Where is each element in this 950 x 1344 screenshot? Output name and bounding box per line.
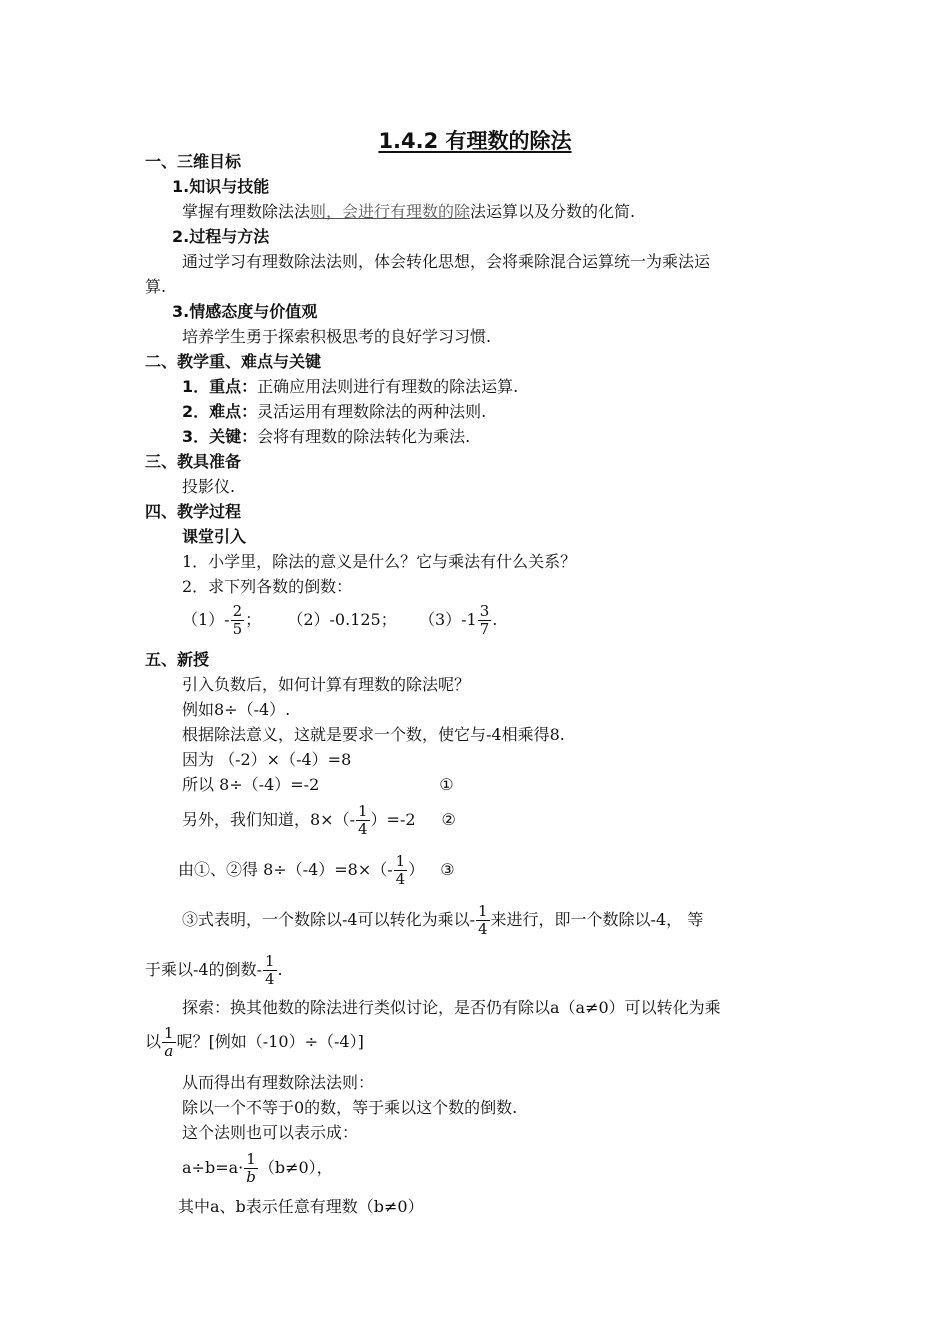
- difficulty-item: [182, 402, 486, 422]
- fraction: [244, 1151, 258, 1186]
- new-line-7: [178, 850, 455, 890]
- knowledge-skills-text: [182, 202, 635, 222]
- intro-question-2: 2．求下列各数的倒数：: [182, 577, 353, 596]
- new-line-3: 根据除法意义，这就是要求一个数，使它与-4相乘得8.: [182, 725, 565, 744]
- fraction: [476, 903, 490, 938]
- class-intro-heading: 课堂引入: [182, 527, 247, 546]
- equation-mark-2: ②: [441, 810, 456, 829]
- formula-suffix: （b≠0），: [258, 1158, 333, 1177]
- line-11-suffix: 呢？[例如（-10）÷（-4）]: [176, 1032, 364, 1051]
- page-title: 1.4.2 有理数的除法: [378, 129, 572, 153]
- denominator: 4: [265, 970, 275, 988]
- line-7-prefix: 由①、②得 8÷（-4）=8×（-: [178, 860, 393, 879]
- emotion-values-heading: 3.情感态度与价值观: [172, 302, 318, 321]
- section-4-heading: 四、教学过程: [145, 502, 242, 521]
- line-11-prefix: 以: [145, 1032, 162, 1051]
- key-label: 3．关键：: [182, 427, 258, 446]
- fraction: [478, 603, 492, 638]
- section-3-heading: 三、教具准备: [145, 452, 242, 471]
- equipment-text: 投影仪.: [182, 477, 236, 496]
- denominator: b: [246, 1168, 256, 1186]
- new-line-16: 其中a、b表示任意有理数（b≠0）: [178, 1197, 424, 1216]
- new-line-14: 这个法则也可以表示成：: [182, 1123, 359, 1142]
- denominator: 5: [232, 620, 243, 638]
- numerator: 1: [164, 1024, 174, 1042]
- process-method-text-line1: 通过学习有理数除法法则，体会转化思想，会将乘除混合运算统一为乘法运: [182, 252, 711, 271]
- exercise-3-prefix: （3）-1: [418, 610, 477, 629]
- fraction: [394, 853, 408, 888]
- new-line-6: [182, 800, 456, 840]
- denominator: 4: [358, 820, 368, 838]
- fraction: [162, 1025, 176, 1060]
- new-line-1: 引入负数后，如何计算有理数的除法呢？: [182, 675, 471, 694]
- exercise-1-prefix: （1）-: [182, 610, 230, 629]
- line-8-suffix: 来进行，即一个数除以-4， 等: [490, 910, 704, 929]
- line-9-prefix: 于乘以-4的倒数-: [145, 960, 262, 979]
- emotion-values-text: 培养学生勇于探索积极思考的良好学习习惯.: [182, 327, 492, 346]
- formula-prefix: a÷b=a·: [182, 1158, 244, 1177]
- denominator: 4: [478, 920, 488, 938]
- new-line-10: 探索：换其他数的除法进行类似讨论，是否仍有除以a（a≠0）可以转化为乘: [182, 998, 721, 1017]
- key-text: 会将有理数的除法转化为乘法.: [257, 427, 471, 446]
- line-6-suffix: ）=-2: [370, 810, 416, 829]
- process-method-text-line2: 算.: [145, 277, 167, 296]
- new-line-8: [182, 900, 703, 940]
- denominator: 4: [395, 870, 406, 888]
- new-line-4: 因为 （-2）×（-4）=8: [182, 750, 352, 769]
- fraction: [263, 953, 277, 988]
- process-method-heading: 2.过程与方法: [172, 227, 270, 246]
- new-line-5: [182, 775, 454, 795]
- numerator: 1: [246, 1150, 256, 1168]
- new-line-12: 从而得出有理数除法法则：: [182, 1073, 375, 1092]
- numerator: 1: [358, 802, 368, 820]
- exercise-2: （2）-0.125；: [287, 610, 397, 629]
- section-2-heading: 二、教学重、难点与关键: [145, 352, 322, 371]
- numerator: 3: [479, 602, 490, 620]
- difficulty-label: 2．难点：: [182, 402, 258, 421]
- new-line-9: [145, 950, 283, 990]
- line-8-prefix: ③式表明，一个数除以-4可以转化为乘以-: [182, 910, 475, 929]
- equation-mark-3: ③: [440, 860, 455, 879]
- division-rule: 除以一个不等于0的数，等于乘以这个数的倒数.: [182, 1098, 518, 1117]
- key-item: [182, 427, 470, 447]
- key-point-item: [182, 377, 518, 397]
- intro-question-1: 1．小学里，除法的意义是什么？它与乘法有什么关系？: [182, 552, 577, 571]
- exercise-1: [182, 602, 262, 638]
- numerator: 1: [395, 852, 406, 870]
- equation-mark-1: ①: [439, 775, 454, 794]
- knowledge-text-part-b: 法运算以及分数的化简.: [470, 202, 636, 221]
- knowledge-text-underlined: 则，会进行有理数的除: [310, 202, 471, 221]
- exercise-3-suffix: .: [492, 610, 498, 629]
- knowledge-text-part-a: 掌握有理数除法法: [182, 202, 311, 221]
- line-5-text: 所以 8÷（-4）=-2: [182, 775, 320, 794]
- line-7-suffix: ）: [408, 860, 425, 879]
- denominator: 7: [479, 620, 490, 638]
- reciprocal-exercises: [182, 600, 497, 640]
- numerator: 1: [478, 902, 488, 920]
- section-1-heading: 一、三维目标: [145, 152, 242, 171]
- numerator: 2: [232, 602, 243, 620]
- line-9-suffix: .: [277, 960, 283, 979]
- numerator: 1: [265, 952, 275, 970]
- new-line-2: 例如8÷（-4）.: [182, 700, 291, 719]
- denominator: a: [164, 1042, 174, 1060]
- line-6-prefix: 另外，我们知道，8×（-: [182, 810, 355, 829]
- new-line-11: [145, 1022, 364, 1062]
- fraction: [231, 603, 245, 638]
- knowledge-skills-heading: 1.知识与技能: [172, 177, 270, 196]
- section-5-heading: 五、新授: [145, 650, 210, 669]
- key-point-text: 正确应用法则进行有理数的除法运算.: [257, 377, 519, 396]
- key-point-label: 1．重点：: [182, 377, 258, 396]
- rule-formula: [182, 1148, 333, 1188]
- exercise-3: [418, 602, 498, 638]
- difficulty-text: 灵活运用有理数除法的两种法则.: [257, 402, 487, 421]
- fraction: [356, 803, 370, 838]
- exercise-1-suffix: ；: [245, 610, 262, 629]
